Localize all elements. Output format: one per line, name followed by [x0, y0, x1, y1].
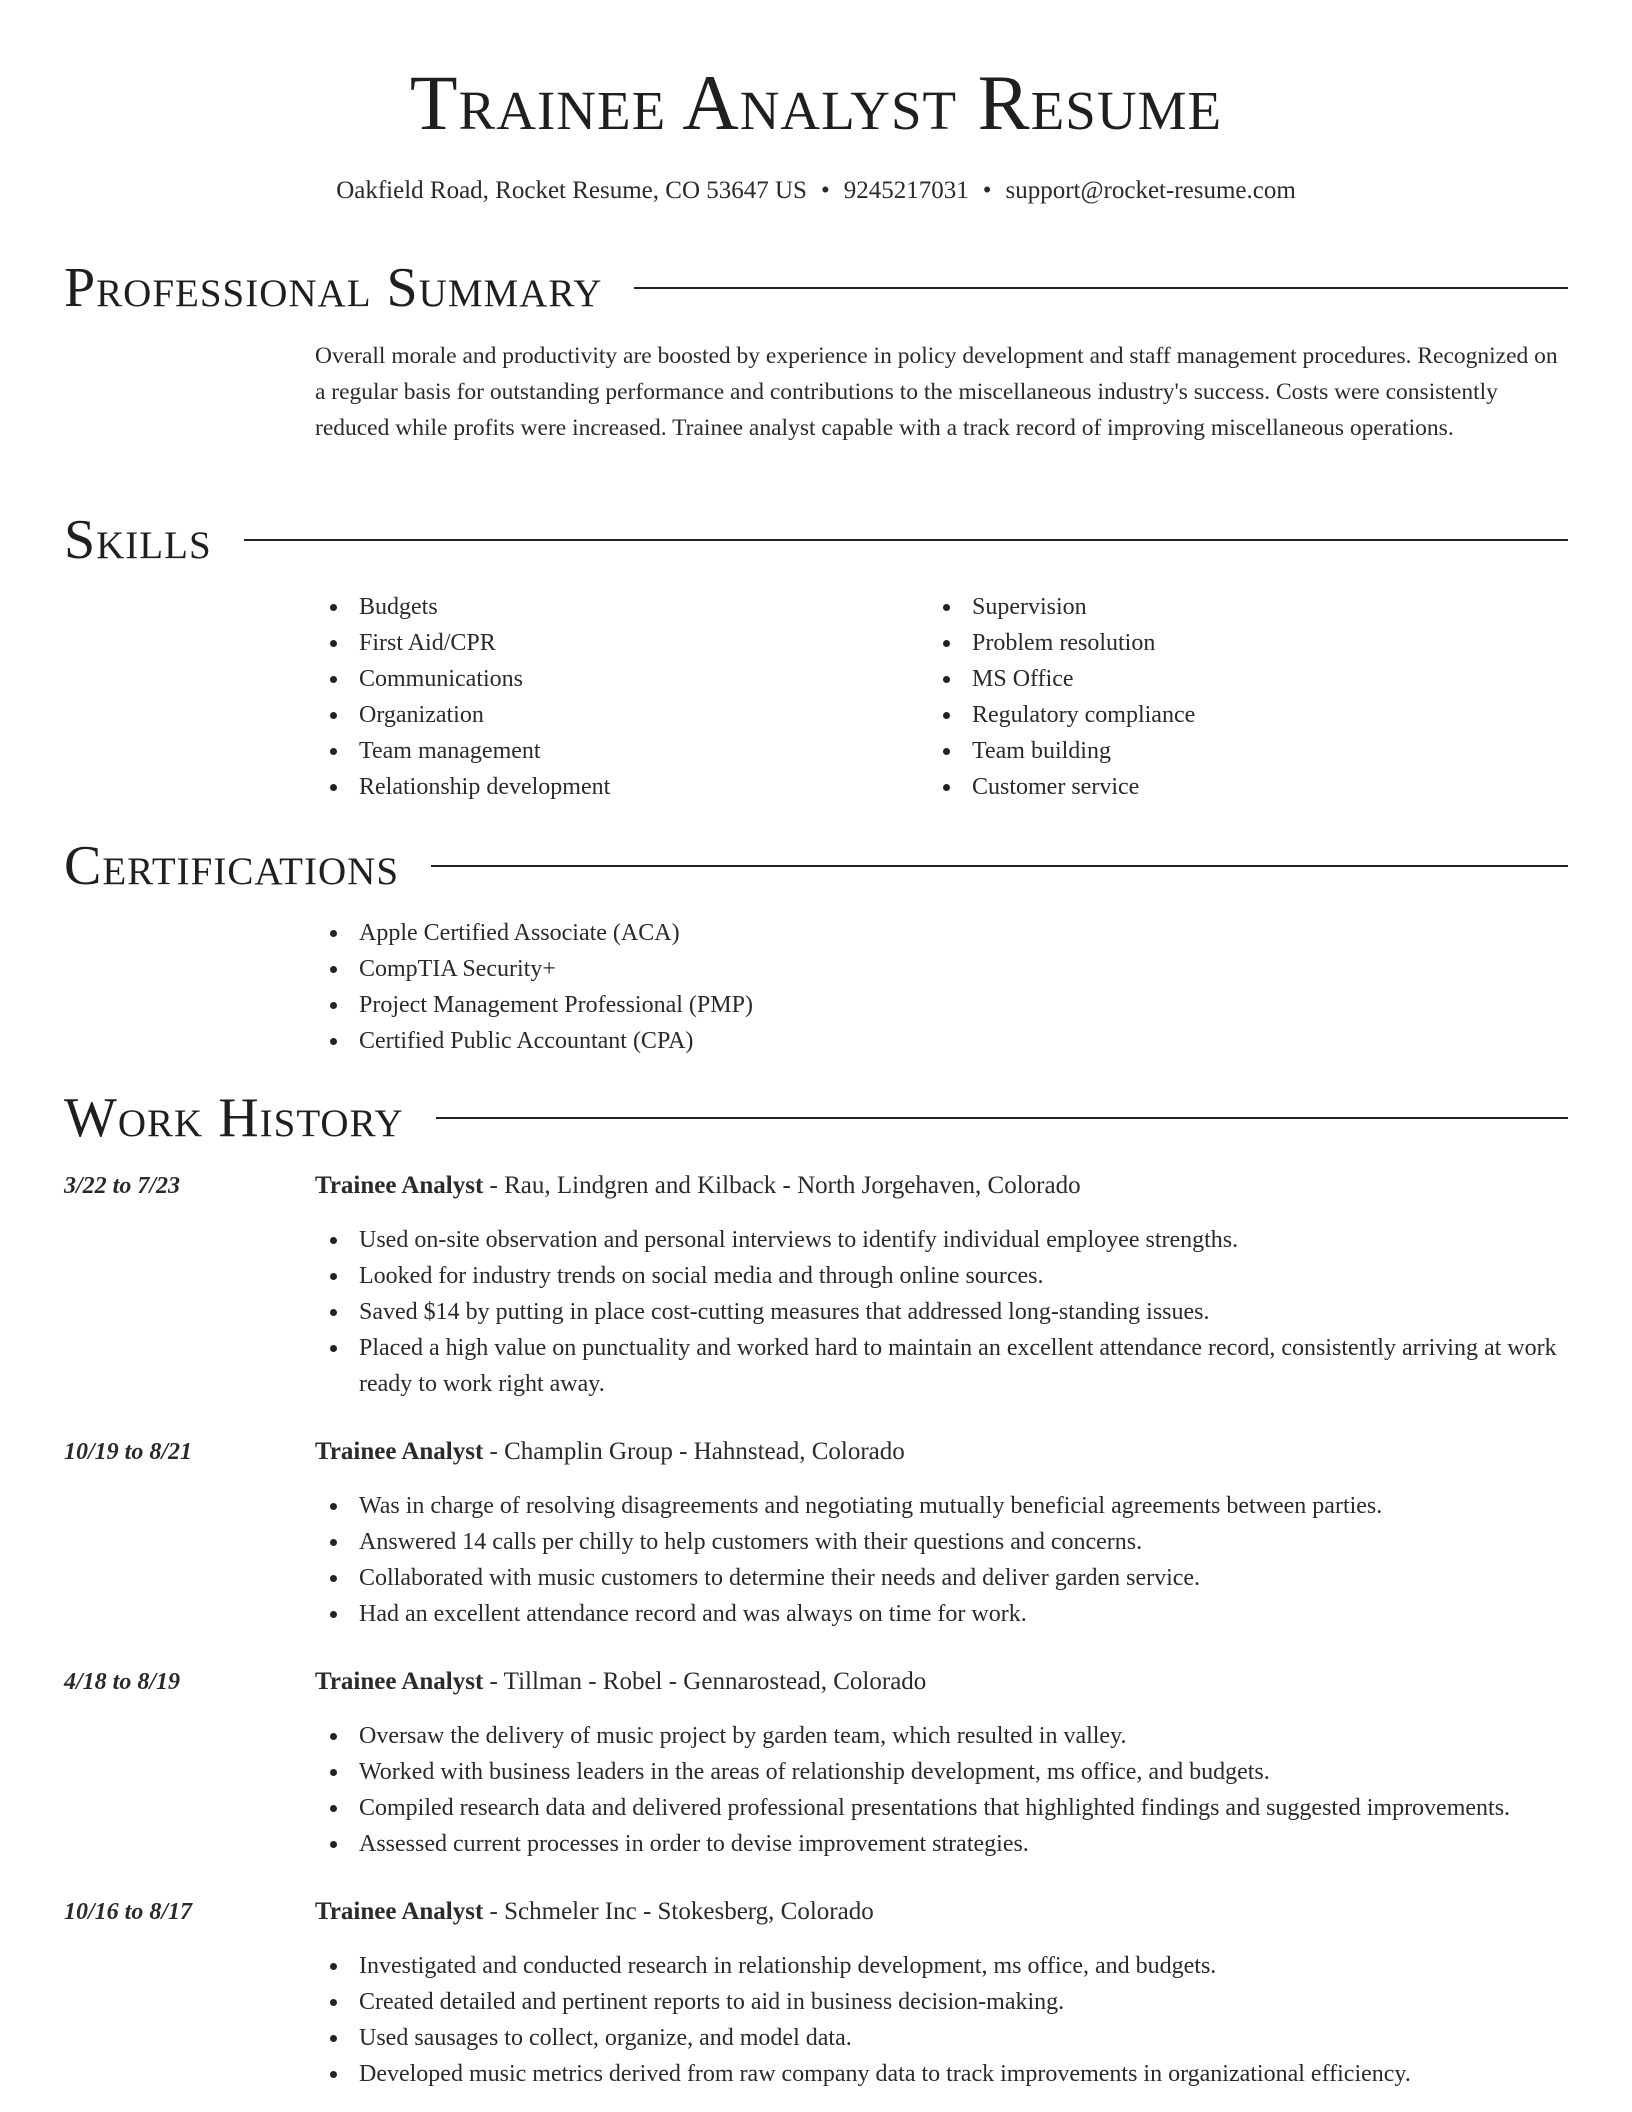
certification-item: CompTIA Security+ — [315, 951, 1515, 987]
job-bullet: Collaborated with music customers to determine their needs and deliver garden service. — [315, 1560, 1568, 1596]
skill-item: Team management — [315, 733, 875, 769]
separator-dot: • — [982, 177, 992, 204]
skill-item: Problem resolution — [928, 625, 1488, 661]
skills-list-left — [315, 589, 875, 805]
section-heading: Work History — [64, 1087, 404, 1149]
job-bullets — [315, 1948, 1568, 2092]
skills-section-header — [64, 508, 1568, 572]
job-employer: - Tillman - Robel - Gennarostead, Colorado — [483, 1668, 927, 1695]
job-employer: - Rau, Lindgren and Kilback - North Jorgehaven, Colorado — [483, 1172, 1081, 1199]
section-heading: Professional Summary — [64, 257, 603, 319]
summary-text: Overall morale and productivity are boosted by experience in policy development and staff management procedures. Recognized on a regular basis for outstanding performance and contributions to the miscellaneous industry's success. Costs were consistently reduced while profits were increased. Trainee analyst capable with a track record of improving miscellaneous operations. — [315, 343, 1558, 441]
resume-title: Trainee Analyst Resume — [409, 59, 1223, 146]
skill-item: Regulatory compliance — [928, 697, 1488, 733]
skill-item: Supervision — [928, 589, 1488, 625]
job-bullet: Developed music metrics derived from raw company data to track improvements in organizational efficiency. — [315, 2056, 1568, 2092]
job-dates: 3/22 to 7/23 — [64, 1173, 181, 1199]
job-employer: - Champlin Group - Hahnstead, Colorado — [483, 1438, 905, 1465]
job-role: Trainee Analyst — [315, 1668, 484, 1695]
job-bullet: Saved $14 by putting in place cost-cutting measures that addressed long-standing issues. — [315, 1294, 1568, 1330]
section-divider — [431, 865, 1568, 867]
skill-item: MS Office — [928, 661, 1488, 697]
certifications-section-header — [64, 834, 1568, 898]
job-bullet: Had an excellent attendance record and was always on time for work. — [315, 1596, 1568, 1632]
skill-item: Team building — [928, 733, 1488, 769]
job-bullets — [315, 1718, 1568, 1862]
section-divider — [436, 1117, 1568, 1119]
job-bullet: Was in charge of resolving disagreements and negotiating mutually beneficial agreements between parties. — [315, 1488, 1568, 1524]
certification-item: Project Management Professional (PMP) — [315, 987, 1515, 1023]
phone-number: 9245217031 — [843, 177, 969, 204]
skill-item: Relationship development — [315, 769, 875, 805]
job-role: Trainee Analyst — [315, 1172, 484, 1199]
section-heading: Skills — [64, 509, 212, 571]
section-divider — [634, 287, 1568, 289]
job-bullet: Investigated and conducted research in relationship development, ms office, and budgets. — [315, 1948, 1568, 1984]
separator-dot: • — [820, 177, 830, 204]
job-dates: 10/16 to 8/17 — [64, 1899, 193, 1925]
job-bullet: Oversaw the delivery of music project by garden team, which resulted in valley. — [315, 1718, 1568, 1754]
job-bullet: Answered 14 calls per chilly to help customers with their questions and concerns. — [315, 1524, 1568, 1560]
job-title-line — [315, 1168, 1081, 1204]
job-bullets — [315, 1488, 1568, 1632]
job-bullet: Created detailed and pertinent reports to aid in business decision-making. — [315, 1984, 1568, 2020]
certification-item: Apple Certified Associate (ACA) — [315, 915, 1515, 951]
job-employer: - Schmeler Inc - Stokesberg, Colorado — [483, 1898, 874, 1925]
section-divider — [244, 539, 1568, 541]
skills-list-right — [928, 589, 1488, 805]
job-title-line — [315, 1664, 926, 1700]
job-dates: 4/18 to 8/19 — [64, 1669, 181, 1695]
address: Oakfield Road, Rocket Resume, CO 53647 US — [336, 177, 807, 204]
contact-line — [0, 174, 1632, 208]
job-role: Trainee Analyst — [315, 1898, 484, 1925]
certification-item: Certified Public Accountant (CPA) — [315, 1023, 1515, 1059]
section-heading: Certifications — [64, 835, 400, 897]
skill-item: Communications — [315, 661, 875, 697]
skill-item: Budgets — [315, 589, 875, 625]
skill-item: First Aid/CPR — [315, 625, 875, 661]
job-title-line — [315, 1434, 905, 1470]
job-bullet: Looked for industry trends on social media and through online sources. — [315, 1258, 1568, 1294]
job-bullets — [315, 1222, 1568, 1402]
job-bullet: Placed a high value on punctuality and worked hard to maintain an excellent attendance record, consistently arriving at work ready to work right away. — [315, 1330, 1568, 1402]
job-role: Trainee Analyst — [315, 1438, 484, 1465]
job-bullet: Used sausages to collect, organize, and model data. — [315, 2020, 1568, 2056]
skill-item: Customer service — [928, 769, 1488, 805]
work-history-section-header — [64, 1086, 1568, 1150]
certifications-list — [315, 915, 1515, 1059]
skill-item: Organization — [315, 697, 875, 733]
job-bullet: Worked with business leaders in the areas of relationship development, ms office, and budgets. — [315, 1754, 1568, 1790]
job-bullet: Compiled research data and delivered professional presentations that highlighted findings and suggested improvements. — [315, 1790, 1568, 1826]
job-dates: 10/19 to 8/21 — [64, 1439, 193, 1465]
job-bullet: Used on-site observation and personal interviews to identify individual employee strengths. — [315, 1222, 1568, 1258]
summary-section-header — [64, 256, 1568, 320]
email-address[interactable]: support@rocket-resume.com — [1005, 177, 1296, 204]
job-bullet: Assessed current processes in order to devise improvement strategies. — [315, 1826, 1568, 1862]
job-title-line — [315, 1894, 874, 1930]
